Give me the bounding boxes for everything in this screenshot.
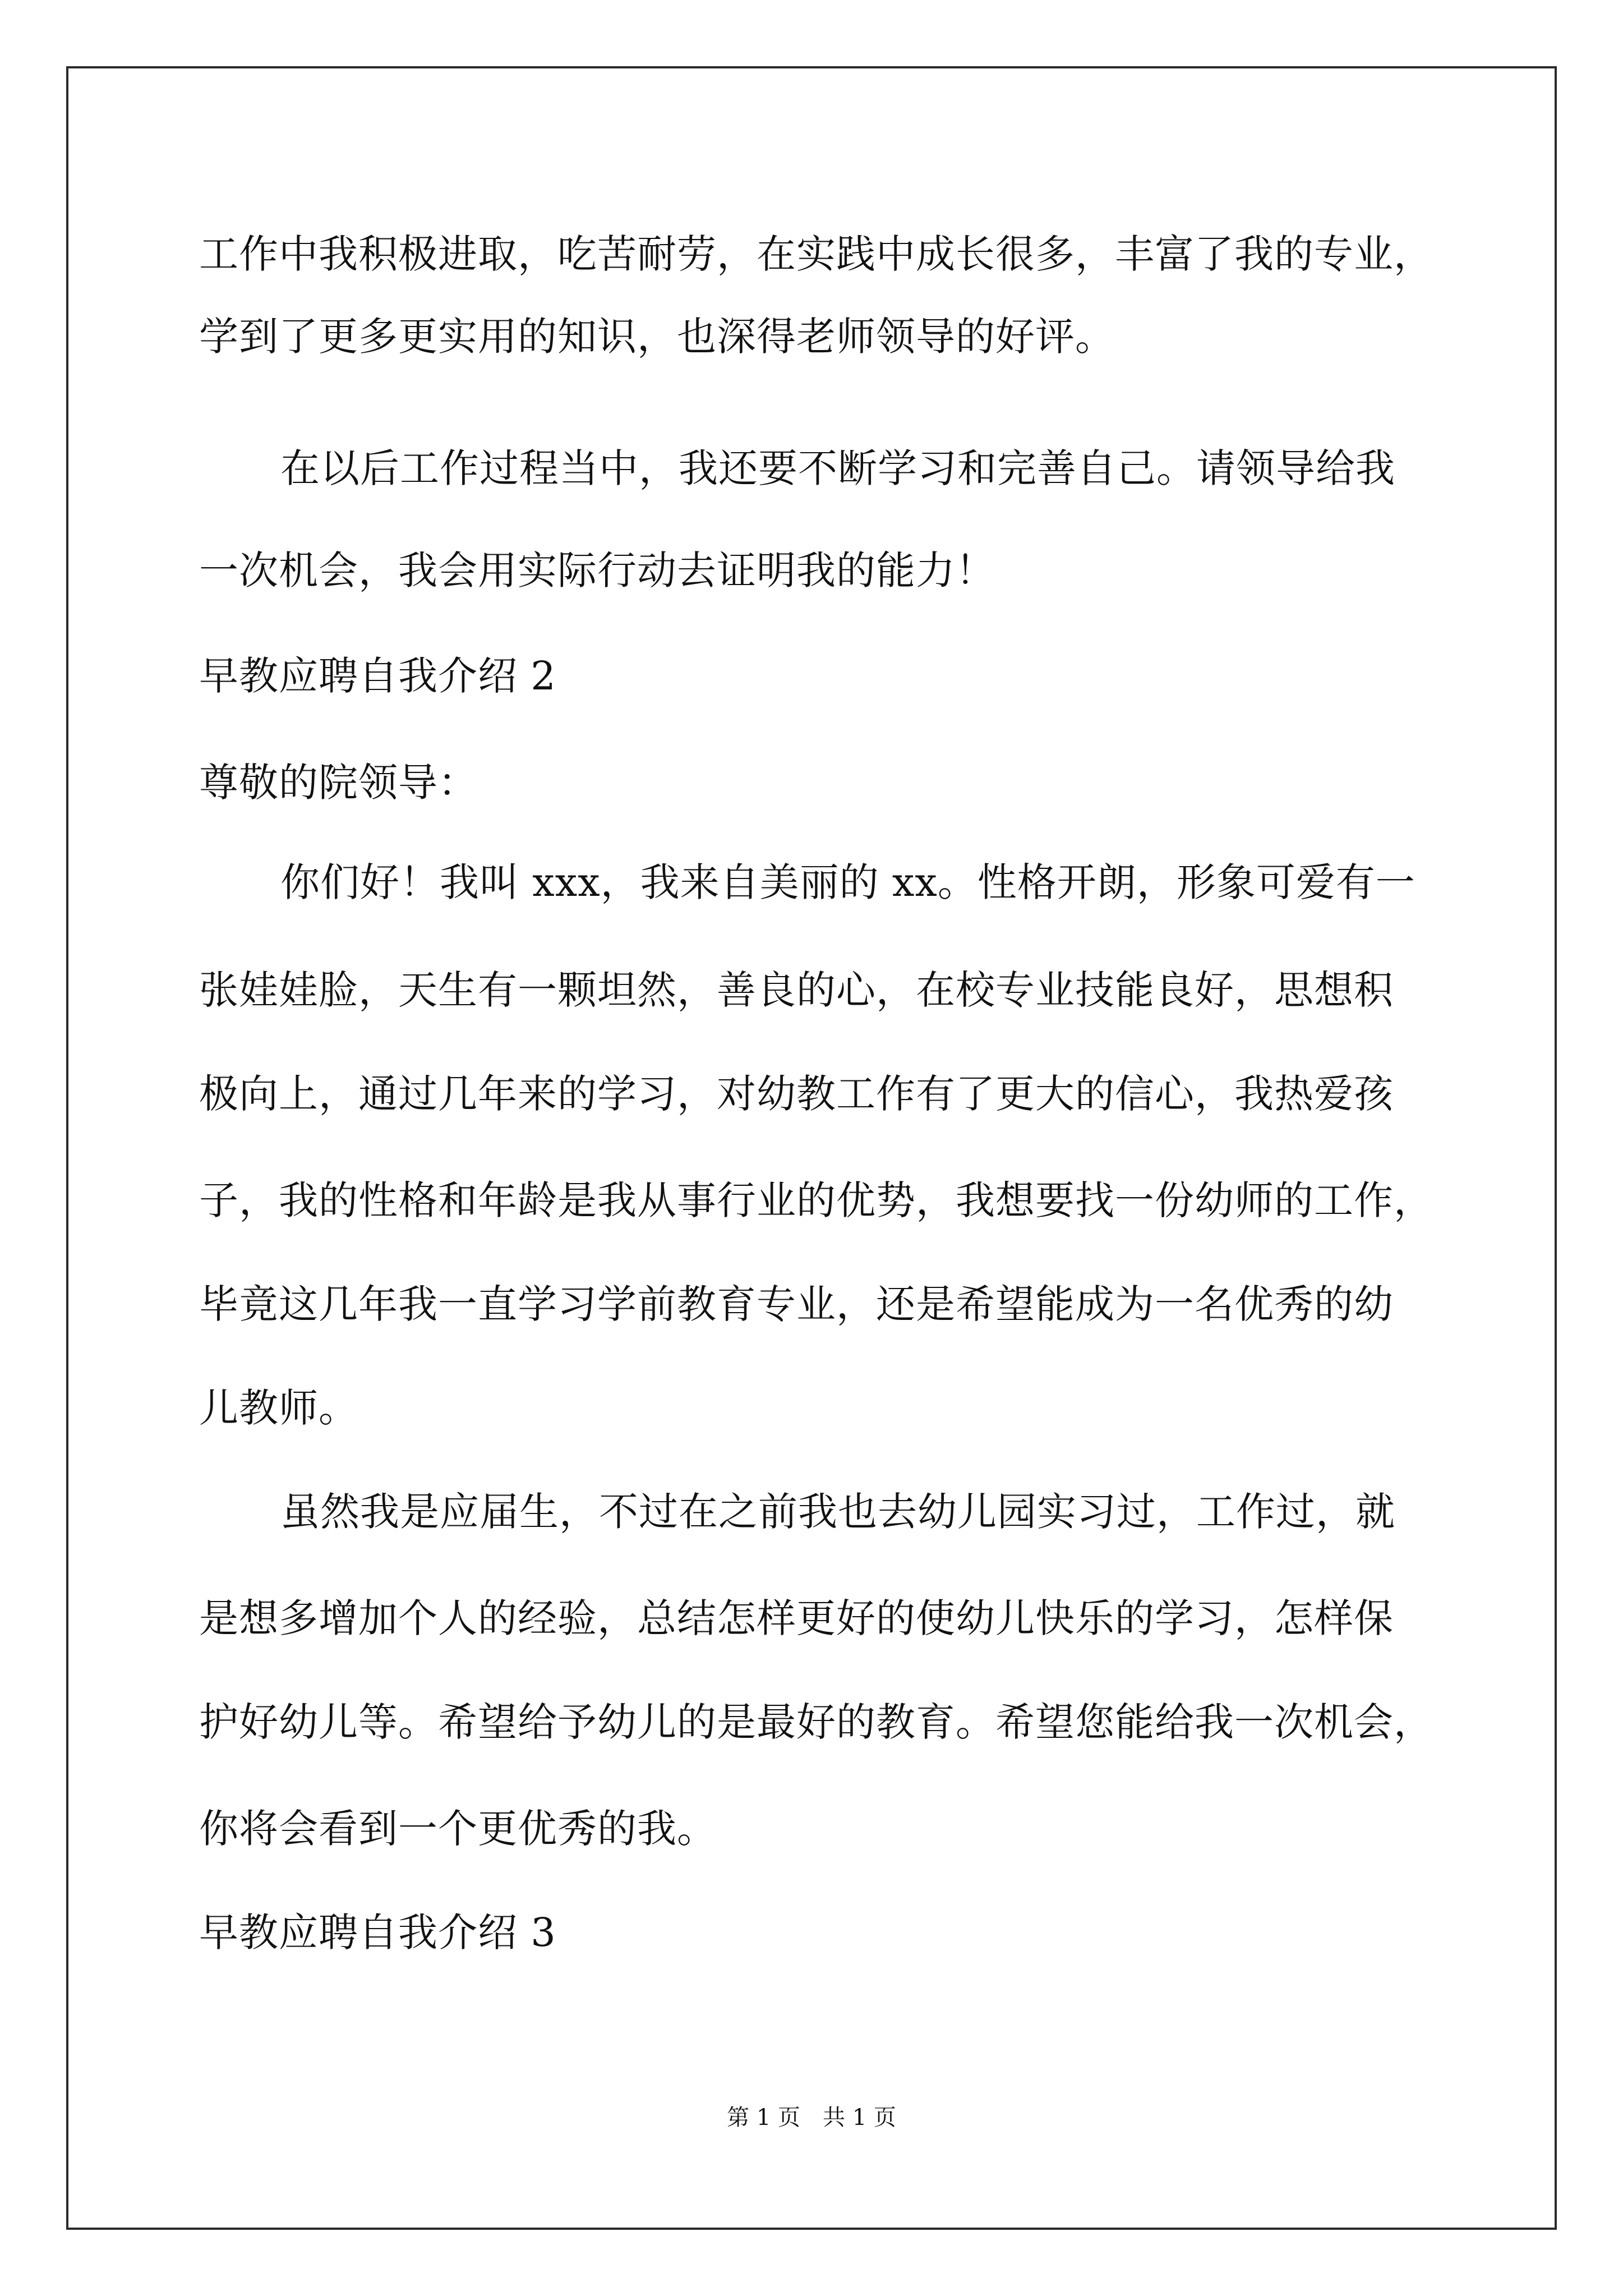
text-line-4: 一次机会，我会用实际行动去证明我的能力！: [199, 547, 995, 593]
page-border: [66, 66, 1557, 2230]
text-line-10: 子，我的性格和年龄是我从事行业的优势，我想要找一份幼师的工作，: [199, 1177, 1433, 1223]
text-line-9: 极向上，通过几年来的学习，对幼教工作有了更大的信心，我热爱孩: [199, 1071, 1394, 1117]
text-line-11: 毕竟这几年我一直学习学前教育专业，还是希望能成为一名优秀的幼: [199, 1281, 1394, 1327]
text-line-13: 虽然我是应届生，不过在之前我也去幼儿园实习过，工作过，就: [280, 1489, 1395, 1535]
text-line-15: 护好幼儿等。希望给予幼儿的是最好的教育。希望您能给我一次机会，: [199, 1699, 1433, 1745]
page-footer: 第 1 页 共 1 页: [727, 2105, 896, 2131]
text-line-7: 你们好！我叫 xxx，我来自美丽的 xx。性格开朗，形象可爱有一: [280, 859, 1415, 905]
text-line-8: 张娃娃脸，天生有一颗坦然，善良的心，在校专业技能良好，思想积: [199, 967, 1394, 1013]
text-line-1: 工作中我积极进取，吃苦耐劳，在实践中成长很多，丰富了我的专业，: [199, 231, 1433, 277]
text-line-3: 在以后工作过程当中，我还要不断学习和完善自己。请领导给我: [280, 445, 1395, 491]
section-heading-3: 早教应聘自我介绍 3: [199, 1910, 556, 1955]
section-heading-2: 早教应聘自我介绍 2: [199, 653, 556, 699]
text-line-12: 儿教师。: [199, 1385, 358, 1431]
text-line-14: 是想多增加个人的经验，总结怎样更好的使幼儿快乐的学习，怎样保: [199, 1595, 1394, 1641]
salutation: 尊敬的院领导：: [199, 760, 478, 806]
text-line-2: 学到了更多更实用的知识，也深得老师领导的好评。: [199, 314, 1115, 360]
text-line-16: 你将会看到一个更优秀的我。: [199, 1806, 717, 1852]
